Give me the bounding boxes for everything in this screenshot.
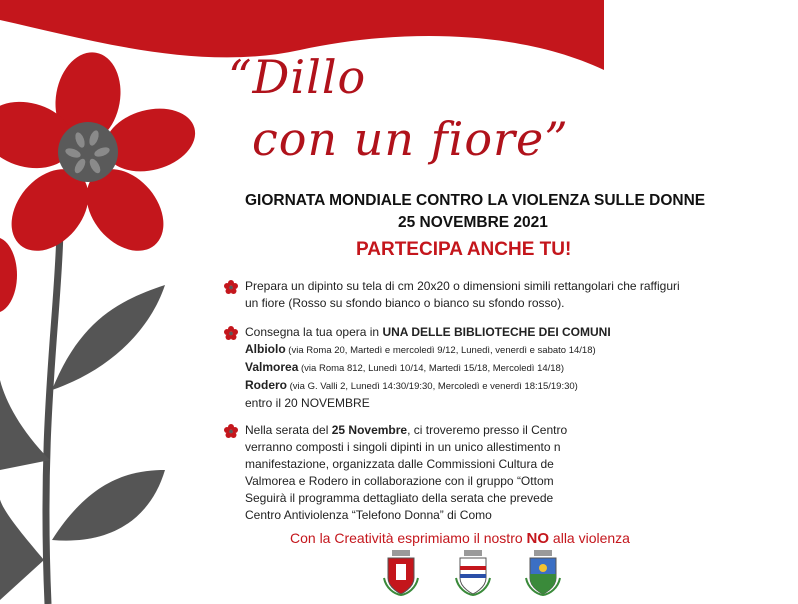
item-text-bold: UNA DELLE BIBLIOTECHE DEI COMUNI [382,325,611,339]
library-hours: (via G. Valli 2, Lunedì 14:30/19:30, Mercoledì e venerdì 18:15/19:30) [287,381,578,392]
library-rodero: Rodero [245,378,287,392]
flower-bullet-icon [224,424,238,438]
item-text: manifestazione, organizzata dalle Commissioni Cultura de [245,457,554,471]
flower-bullet-icon [224,326,238,340]
footer-text: alla violenza [549,530,630,546]
crest-albiolo-icon [382,548,420,596]
list-item-paint [224,278,680,312]
item-text-bold: 25 Novembre [331,423,408,437]
library-hours: (via Roma 812, Lunedì 10/14, Martedì 15/18, Mercoledì 14/18) [298,363,565,374]
item-text: , ci troveremo presso il Centro [407,423,568,437]
list-item-deliver [224,324,644,412]
deadline-text: entro il 20 NOVEMBRE [245,396,370,410]
item-text: Valmorea e Rodero in collaborazione con il gruppo “Ottom [245,474,554,488]
item-text: un fiore (Rosso su sfondo bianco o bianco su sfondo rosso). [245,296,565,310]
flower-bullet-icon [224,280,238,294]
footer-text: Con la Creatività esprimiamo il nostro [290,530,527,546]
list-item-evening [224,422,644,524]
title-line-1: “Dillo [228,50,367,104]
library-valmorea: Valmorea [245,360,299,374]
item-text: Centro Antiviolenza “Telefono Donna” di Como [245,508,492,522]
item-text: Prepara un dipinto su tela di cm 20x20 o dimensioni simili rettangolari che raffiguri [245,279,680,293]
call-to-action: PARTECIPA ANCHE TU! [356,239,572,260]
item-text: Consegna la tua opera in [245,325,383,339]
item-text: Nella serata del [245,423,332,437]
crest-valmorea-icon [454,548,492,596]
item-text: verranno composti i singoli dipinti in un unico allestimento n [245,440,561,454]
title-line-2: con un fiore” [252,112,569,166]
headline-event: GIORNATA MONDIALE CONTRO LA VIOLENZA SULLE DONNE [245,192,706,209]
footer-slogan [290,530,630,547]
footer-no: NO [526,530,550,547]
library-albiolo: Albiolo [245,342,286,356]
headline-date: 25 NOVEMBRE 2021 [398,214,548,231]
library-hours: (via Roma 20, Martedì e mercoledì 9/12, Lunedì, venerdì e sabato 14/18) [285,345,596,356]
crest-rodero-icon [524,548,562,596]
item-text: Seguirà il programma dettagliato della serata che prevede [245,491,554,505]
